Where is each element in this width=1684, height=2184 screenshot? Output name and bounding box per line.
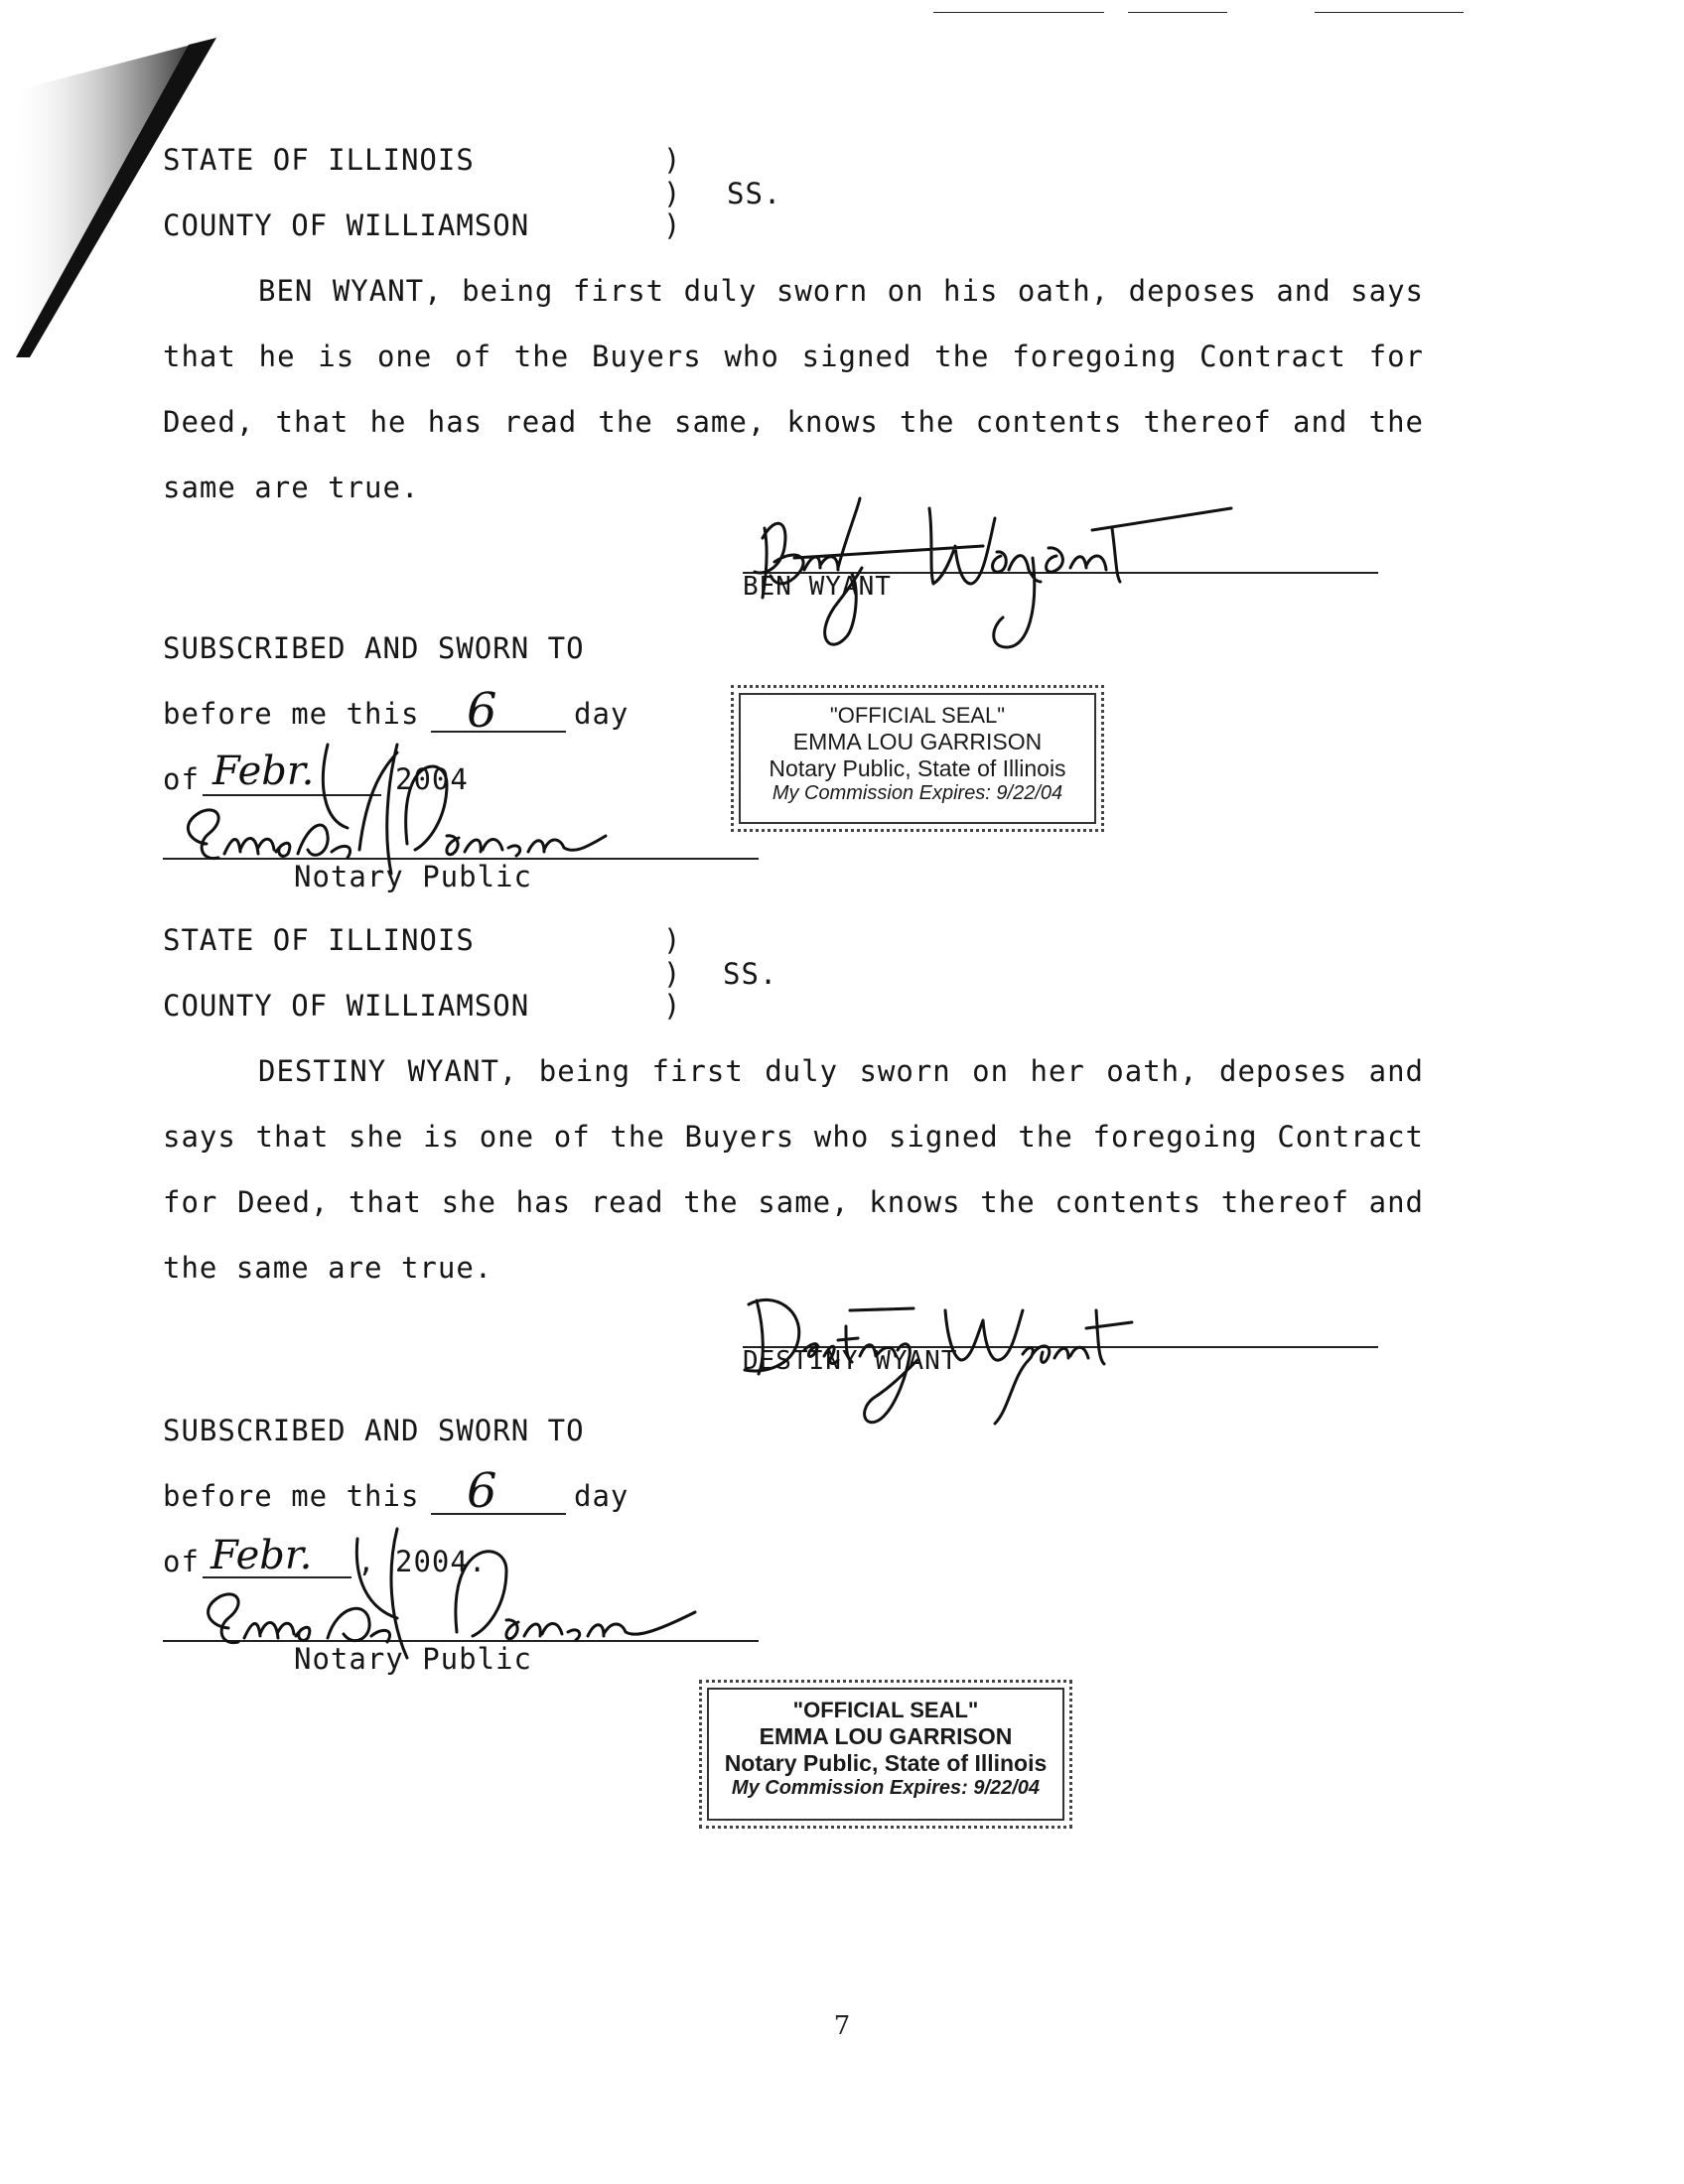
seal-title: "OFFICIAL SEAL" [829, 703, 1006, 728]
paren: ) [663, 177, 682, 210]
paren: ) [663, 208, 682, 242]
affidavit-text: BEN WYANT, being first duly sworn on his oath, deposes and says that he is one of the Buyers who signed the foregoing Contract for Deed, that he has read the same, knows the contents thereof and the same are true. [163, 274, 1424, 504]
affidavit-paragraph [163, 258, 1424, 520]
day-value: 6 [467, 1463, 497, 1519]
year-value: 2004 [395, 762, 469, 796]
top-edge-mark [1315, 12, 1464, 13]
seal-expiration: My Commission Expires: 9/22/04 [731, 1777, 1041, 1799]
county-line: COUNTY OF WILLIAMSON [163, 989, 530, 1023]
signer-name-label: DESTINY WYANT [743, 1346, 958, 1376]
ss-label: SS. [727, 177, 782, 210]
before-me-text: before me this [163, 1479, 420, 1513]
paren: ) [663, 957, 682, 991]
official-notary-seal [739, 693, 1096, 824]
state-line: STATE OF ILLINOIS [163, 923, 475, 957]
day-word: day [574, 697, 630, 731]
of-word: of [163, 762, 200, 796]
top-edge-mark [933, 12, 1104, 13]
paren: ) [663, 989, 682, 1023]
ss-label: SS. [723, 957, 778, 991]
official-notary-seal [707, 1688, 1064, 1821]
seal-name: EMMA LOU GARRISON [759, 1723, 1013, 1749]
of-word: of [163, 1545, 200, 1578]
notary-public-label: Notary Public [294, 860, 532, 893]
subscribed-text: SUBSCRIBED AND SWORN TO [163, 631, 585, 665]
seal-name: EMMA LOU GARRISON [792, 729, 1043, 754]
year-value: 2004. [395, 1545, 488, 1578]
paren: ) [663, 143, 682, 177]
county-line: COUNTY OF WILLIAMSON [163, 208, 530, 242]
subscribed-text: SUBSCRIBED AND SWORN TO [163, 1414, 585, 1447]
destiny-wyant-signature [735, 1271, 1211, 1439]
notary-public-label: Notary Public [294, 1642, 532, 1676]
day-word: day [574, 1479, 630, 1513]
seal-title: "OFFICIAL SEAL" [792, 1698, 979, 1722]
ben-wyant-signature [735, 488, 1251, 657]
seal-expiration: My Commission Expires: 9/22/04 [772, 782, 1063, 804]
before-me-text: before me this [163, 697, 420, 731]
seal-office: Notary Public, State of Illinois [769, 755, 1066, 781]
affidavit-paragraph [163, 1038, 1424, 1300]
day-value: 6 [467, 683, 497, 739]
year-prefix: , [357, 1545, 376, 1578]
month-value: Febr. [212, 749, 315, 794]
top-edge-mark [1128, 12, 1227, 13]
affidavit-text: DESTINY WYANT, being first duly sworn on her oath, deposes and says that she is one of the Buyers who signed the foregoing Contract for Deed, that she has read the same, knows the contents thereof and the same are true. [163, 1054, 1424, 1285]
seal-office: Notary Public, State of Illinois [724, 1750, 1048, 1776]
state-line: STATE OF ILLINOIS [163, 143, 475, 177]
paren: ) [663, 923, 682, 957]
page-number: 7 [833, 2011, 851, 2041]
month-value: Febr. [210, 1533, 313, 1578]
signer-name-label: BEN WYANT [743, 572, 892, 602]
